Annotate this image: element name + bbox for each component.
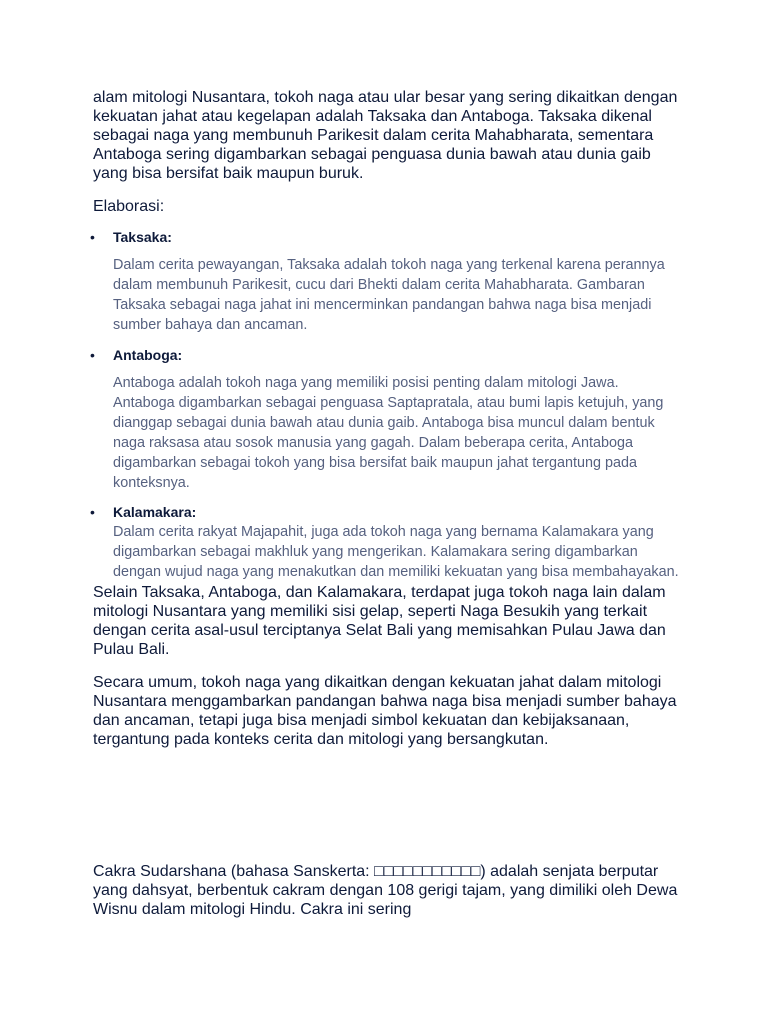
summary-paragraph: Secara umum, tokoh naga yang dikaitkan dengan kekuatan jahat dalam mitologi Nusantara menggambarkan pandangan bahwa naga bisa menjadi sumber bahaya dan ancaman, tetapi juga bisa menjadi simbol kekuatan dan kebijaksanaan, tergantung pada konteks cerita dan mitologi yang bersangkutan. <box>93 674 677 748</box>
list-item <box>90 347 683 493</box>
item-term: Kalamakara: <box>113 504 197 520</box>
intro-paragraph: alam mitologi Nusantara, tokoh naga atau ular besar yang sering dikaitkan dengan kekuatan jahat atau kegelapan adalah Taksaka dan Antaboga. Taksaka dikenal sebagai naga yang membunuh Parikesit dalam cerita Mahabharata, sementara Antaboga sering digambarkan sebagai penguasa dunia bawah atau dunia gaib yang bisa bersifat baik maupun buruk. <box>93 89 678 182</box>
elaboration-list <box>90 229 683 582</box>
item-description: Dalam cerita pewayangan, Taksaka adalah tokoh naga yang terkenal karena perannya dalam membunuh Parikesit, cucu dari Bhekti dalam cerita Mahabharata. Gambaran Taksaka sebagai naga jahat ini mencerminkan pandangan bahwa naga bisa menjadi sumber bahaya dan ancaman. <box>113 257 665 333</box>
item-term: Taksaka: <box>113 229 172 245</box>
bullet-marker: • <box>90 504 95 520</box>
bullet-marker: • <box>90 229 95 245</box>
cakra-paragraph: Cakra Sudarshana (bahasa Sanskerta: □□□□□□□□□□□) adalah senjata berputar yang dahsyat, berbentuk cakram dengan 108 gerigi tajam, yang dimiliki oleh Dewa Wisnu dalam mitologi Hindu. Cakra ini sering <box>93 863 678 918</box>
list-item <box>90 229 683 335</box>
naga-besukih-paragraph: Selain Taksaka, Antaboga, dan Kalamakara, terdapat juga tokoh naga lain dalam mitologi Nusantara yang memiliki sisi gelap, seperti Naga Besukih yang terkait dengan cerita asal-usul terciptanya Selat Bali yang memisahkan Pulau Jawa dan Pulau Bali. <box>93 584 666 658</box>
bullet-marker: • <box>90 347 95 363</box>
item-term: Antaboga: <box>113 347 183 363</box>
document-page <box>90 88 683 918</box>
item-description: Dalam cerita rakyat Majapahit, juga ada tokoh naga yang bernama Kalamakara yang digambarkan sebagai makhluk yang mengerikan. Kalamakara sering digambarkan dengan wujud naga yang menakutkan dan memiliki kekuatan yang bisa membahayakan. <box>113 524 679 580</box>
item-description: Antaboga adalah tokoh naga yang memiliki posisi penting dalam mitologi Jawa. Antaboga digambarkan sebagai penguasa Saptapratala, atau bumi lapis ketujuh, yang dianggap sebagai dunia bawah atau dunia gaib. Antaboga bisa muncul dalam bentuk naga raksasa atau sosok manusia yang gagah. Dalam beberapa cerita, Antaboga digambarkan sebagai tokoh yang bisa bersifat baik maupun jahat tergantung pada konteksnya. <box>113 375 664 491</box>
list-item <box>90 504 683 582</box>
elaboration-heading: Elaborasi: <box>93 198 165 215</box>
